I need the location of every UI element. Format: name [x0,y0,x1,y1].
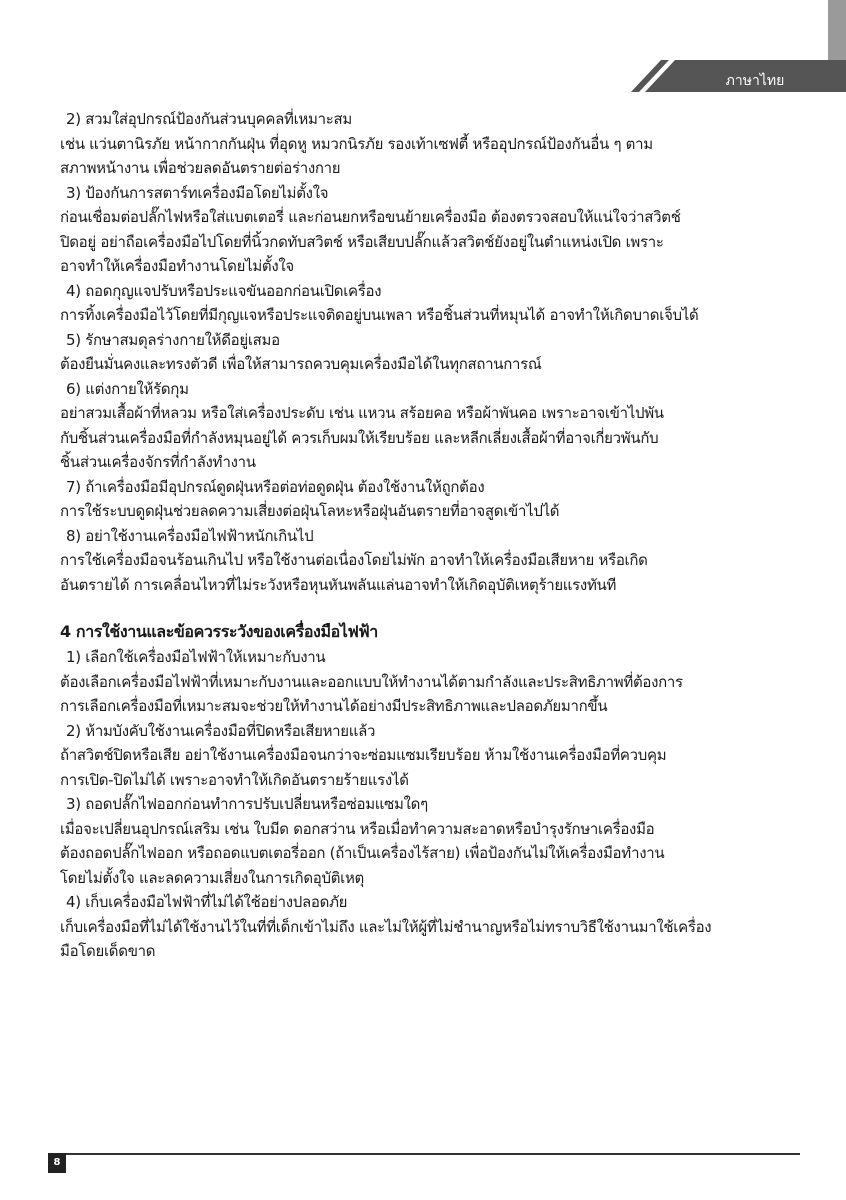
item-body-line: อาจทำให้เครื่องมือทำงานโดยไม่ตั้งใจ [60,257,294,275]
item-heading: 4) ถอดกุญแจปรับหรือประแจขันออกก่อนเปิดเครื่อง [66,281,382,300]
safety-item [60,279,830,328]
item-heading: 8) อย่าใช้งานเครื่องมือไฟฟ้าหนักเกินไป [66,526,314,545]
footer-rule [60,1153,800,1155]
item-body-line: เก็บเครื่องมือที่ไม่ได้ใช้งานไว้ในที่ที่เด็กเข้าไม่ถึง และไม่ให้ผู้ที่ไม่ชำนาญหรือไม่ทราบวิธีใช้งานมาใช้เครื่อง [60,917,712,936]
item-body-line: โดยไม่ตั้งใจ และลดความเสี่ยงในการเกิดอุบัติเหตุ [60,868,364,887]
usage-item [60,645,830,719]
safety-item [60,475,830,524]
item-heading: 2) สวมใส่อุปกรณ์ป้องกันส่วนบุคคลที่เหมาะสม [66,110,352,128]
item-heading: 5) รักษาสมดุลร่างกายให้ดีอยู่เสมอ [66,330,280,349]
safety-item [60,377,830,475]
item-body-line: ต้องยืนมั่นคงและทรงตัวดี เพื่อให้สามารถควบคุมเครื่องมือได้ในทุกสถานการณ์ [60,355,542,373]
item-heading: 4) เก็บเครื่องมือไฟฟ้าที่ไม่ได้ใช้อย่างปลอดภัย [66,893,348,911]
item-body-line: การใช้เครื่องมือจนร้อนเกินไป หรือใช้งานต่อเนื่องโดยไม่พัก อาจทำให้เครื่องมือเสียหาย หรือเกิด [60,551,648,569]
item-heading: 1) เลือกใช้เครื่องมือไฟฟ้าให้เหมาะกับงาน [66,648,326,666]
item-body-line: เมื่อจะเปลี่ยนอุปกรณ์เสริม เช่น ใบมีด ดอกสว่าน หรือเมื่อทำความสะอาดหรือบำรุงรักษาเครื่องมือ [60,819,655,838]
language-label: ภาษาไทย [725,73,785,89]
safety-item [60,328,830,377]
item-body-line: มือโดยเด็ดขาด [60,942,156,960]
item-body-line: ก่อนเชื่อมต่อปลั๊กไฟหรือใส่แบตเตอรี่ และก่อนยกหรือขนย้ายเครื่องมือ ต้องตรวจสอบให้แน่ใจว่าสวิตช์ [60,208,681,226]
safety-item [60,107,830,181]
item-body-line: การเปิด-ปิดไม่ได้ เพราะอาจทำให้เกิดอันตรายร้ายแรงได้ [60,770,409,789]
item-heading: 7) ถ้าเครื่องมือมีอุปกรณ์ดูดฝุ่นหรือต่อท่อดูดฝุ่น ต้องใช้งานให้ถูกต้อง [66,477,485,496]
item-body-line: อย่าสวมเสื้อผ้าที่หลวม หรือใส่เครื่องประดับ เช่น แหวน สร้อยคอ หรือผ้าพันคอ เพราะอาจเข้าไปพัน [60,404,664,422]
usage-item [60,719,830,793]
item-body-line: ชิ้นส่วนเครื่องจักรที่กำลังทำงาน [60,453,256,471]
item-body-line: ปิดอยู่ อย่าถือเครื่องมือไปโดยที่นิ้วกดทับสวิตช์ หรือเสียบปลั๊กแล้วสวิตช์ยังอยู่ในตำแหน่งเปิด เพราะ [60,232,664,251]
safety-item [60,181,830,279]
item-body-line: ต้องถอดปลั๊กไฟออก หรือถอดแบตเตอรี่ออก (ถ้าเป็นเครื่องไร้สาย) เพื่อป้องกันไม่ให้เครื่องมือทำงาน [60,844,665,862]
item-body-line: การทิ้งเครื่องมือไว้โดยที่มีกุญแจหรือประแจติดอยู่บนเพลา หรือชิ้นส่วนที่หมุนได้ อาจทำให้เกิดบาดเจ็บได้ [60,306,699,324]
header-decoration [0,0,846,110]
usage-item [60,890,830,964]
page-content [60,107,830,964]
section-heading: 4 การใช้งานและข้อควรระวังของเครื่องมือไฟฟ้า [60,622,378,641]
item-heading: 6) แต่งกายให้รัดกุม [66,379,189,398]
item-body-line: การเลือกเครื่องมือที่เหมาะสมจะช่วยให้ทำงานได้อย่างมีประสิทธิภาพและปลอดภัยมากขึ้น [60,697,608,715]
item-body-line: กับชิ้นส่วนเครื่องมือที่กำลังหมุนอยู่ได้ ควรเก็บผมให้เรียบร้อย และหลีกเลี่ยงเสื้อผ้าที่อาจเกี่ยวพันกับ [60,428,659,447]
item-heading: 3) ถอดปลั๊กไฟออกก่อนทำการปรับเปลี่ยนหรือซ่อมแซมใดๆ [66,795,428,813]
usage-item [60,792,830,890]
page-number: 8 [48,1153,66,1173]
item-body-line: ถ้าสวิตช์ปิดหรือเสีย อย่าใช้งานเครื่องมือจนกว่าจะซ่อมแซมเรียบร้อย ห้ามใช้งานเครื่องมือที่ควบคุม [60,746,667,764]
item-body-line: อันตรายได้ การเคลื่อนไหวที่ไม่ระวังหรือหุนหันพลันแล่นอาจทำให้เกิดอุบัติเหตุร้ายแรงทันที [60,575,617,594]
item-body-line: สภาพหน้างาน เพื่อช่วยลดอันตรายต่อร่างกาย [60,159,341,177]
safety-item [60,524,830,598]
item-body-line: การใช้ระบบดูดฝุ่นช่วยลดความเสี่ยงต่อฝุ่นโลหะหรือฝุ่นอันตรายที่อาจสูดเข้าไปได้ [60,502,560,520]
item-body-line: ต้องเลือกเครื่องมือไฟฟ้าที่เหมาะกับงานและออกแบบให้ทำงานได้ตามกำลังและประสิทธิภาพที่ต้องการ [60,672,683,691]
item-heading: 3) ป้องกันการสตาร์ทเครื่องมือโดยไม่ตั้งใจ [66,183,329,202]
item-heading: 2) ห้ามบังคับใช้งานเครื่องมือที่ปิดหรือเสียหายแล้ว [66,721,376,740]
section-spacer [60,597,830,619]
item-body-line: เช่น แว่นตานิรภัย หน้ากากกันฝุ่น ที่อุดหู หมวกนิรภัย รองเท้าเซฟตี้ หรืออุปกรณ์ป้องกันอื่น ๆ ตาม [60,134,653,153]
